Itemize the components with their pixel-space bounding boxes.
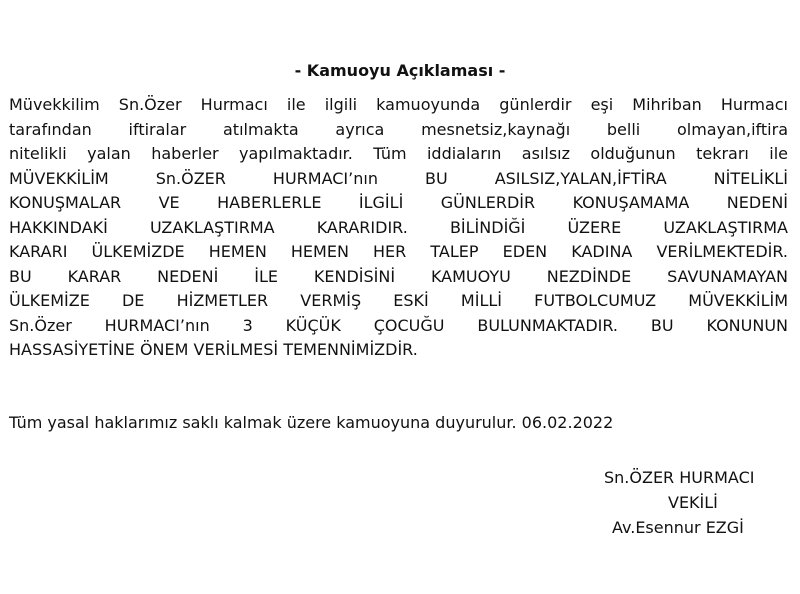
body-line: HASSASİYETİNE ÖNEM VERİLMESİ TEMENNİMİZDİR. [9,340,418,359]
signature-lawyer: Av.Esennur EZGİ [612,518,744,537]
body-line: ÜLKEMİZE DE HİZMETLER VERMİŞ ESKİ MİLLİ FUTBOLCUMUZ MÜVEKKİLİM [9,291,788,310]
document-title: - Kamuoyu Açıklaması - [294,61,506,80]
body-line: BU KARAR NEDENİ İLE KENDİSİNİ KAMUOYU NEZDİNDE SAVUNAMAYAN [9,266,788,286]
body-line: MÜVEKKİLİM Sn.ÖZER HURMACI’nın BU ASILSIZ,YALAN,İFTİRA NİTELİKLİ [9,168,788,188]
body-line: HAKKINDAKİ UZAKLAŞTIRMA KARARIDIR. BİLİNDİĞİ ÜZERE UZAKLAŞTIRMA [9,217,788,237]
body-line: Sn.Özer HURMACI’nın 3 KÜÇÜK ÇOCUĞU BULUNMAKTADIR. BU KONUNUN [9,315,788,335]
signature-client: Sn.ÖZER HURMACI [604,468,755,487]
closing-statement: Tüm yasal haklarımız saklı kalmak üzere kamuoyuna duyurulur. 06.02.2022 [9,413,614,432]
body-line: KONUŞMALAR VE HABERLERLE İLGİLİ GÜNLERDİR KONUŞAMAMA NEDENİ [9,193,788,212]
statement-body [9,93,788,363]
body-line: KARARI ÜLKEMİZDE HEMEN HEMEN HER TALEP EDEN KADINA VERİLMEKTEDİR. [9,242,788,261]
body-line: Müvekkilim Sn.Özer Hurmacı ile ilgili kamuoyunda günlerdir eşi Mihriban Hurmacı [9,95,788,114]
signature-role: VEKİLİ [668,493,718,512]
body-line: tarafından iftiralar atılmakta ayrıca mesnetsiz,kaynağı belli olmayan,iftira [9,119,788,139]
body-line: nitelikli yalan haberler yapılmaktadır. Tüm iddiaların asılsız olduğunun tekrarı ile [9,144,788,163]
